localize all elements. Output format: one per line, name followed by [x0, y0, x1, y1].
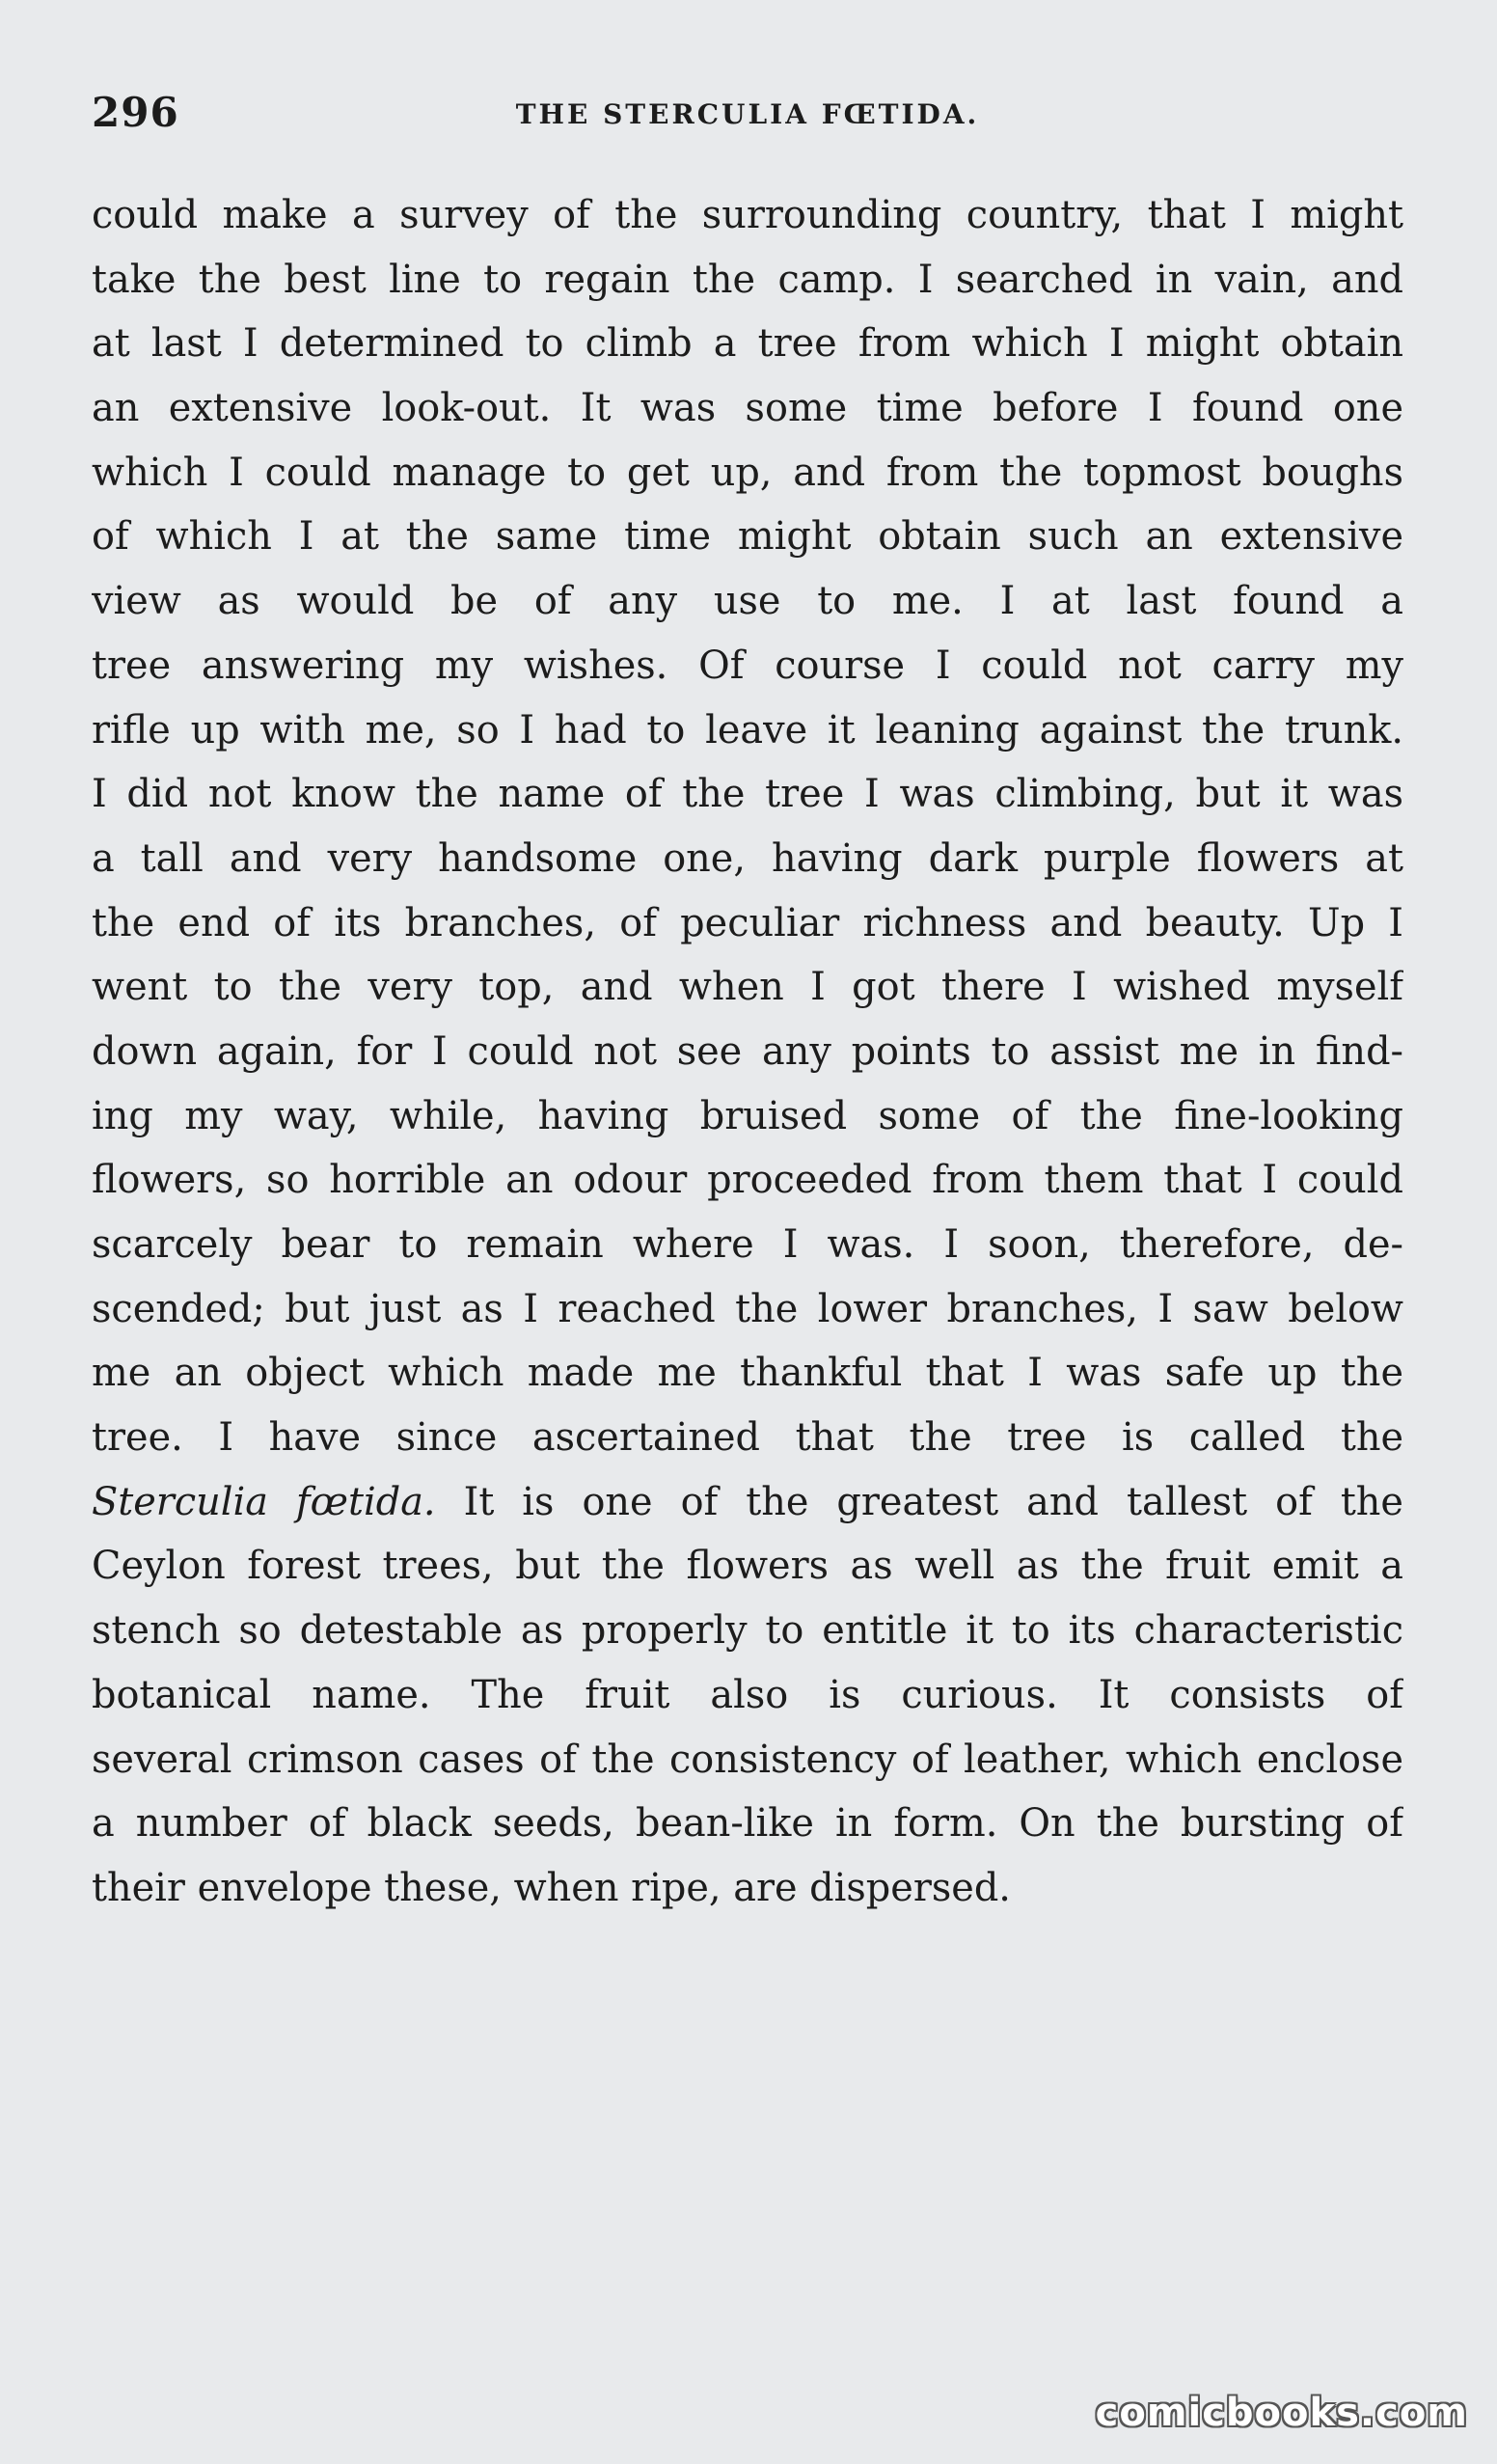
text-line: a tall and very handsome one, having dark purple flowers at — [92, 835, 1403, 881]
text-line: ing my way, while, having bruised some of the fine-looking — [92, 1093, 1403, 1138]
text-line: down again, for I could not see any points to assist me in find- — [92, 1028, 1403, 1074]
text-line: a number of black seeds, bean-like in form. On the bursting of — [92, 1801, 1403, 1847]
text-line: of which I at the same time might obtain such an extensive — [92, 514, 1403, 560]
text-line: view as would be of any use to me. I at last found a — [92, 579, 1403, 624]
text-line: I did not know the name of the tree I was climbing, but it was — [92, 772, 1403, 817]
text-line: scended; but just as I reached the lower branches, I saw below — [92, 1286, 1403, 1331]
text-line-last: their envelope these, when ripe, are dispersed. — [92, 1865, 1011, 1910]
text-line: rifle up with me, so I had to leave it leaning against the trunk. — [92, 707, 1403, 753]
running-head — [92, 89, 1403, 147]
text-line: tree. I have since ascertained that the tree is called the — [92, 1415, 1403, 1461]
text-line-with-italic — [92, 1470, 1403, 1535]
text-line: went to the very top, and when I got there I wished myself — [92, 965, 1403, 1010]
running-title: THE STERCULIA FŒTIDA. — [515, 98, 980, 130]
text-line: which I could manage to get up, and from the topmost boughs — [92, 450, 1403, 495]
text-line: take the best line to regain the camp. I searched in vain, and — [92, 257, 1403, 302]
text-line: an extensive look-out. It was some time before I found one — [92, 386, 1403, 431]
text-line: several crimson cases of the consistency of leather, which enclose — [92, 1737, 1403, 1782]
body-text — [92, 183, 1403, 1921]
text-line: at last I determined to climb a tree from which I might obtain — [92, 321, 1403, 367]
text-line: could make a survey of the surrounding country, that I might — [92, 193, 1403, 237]
text-line: stench so detestable as properly to entitle it to its characteristic — [92, 1608, 1403, 1654]
text-line-rest: It is one of the greatest and tallest of the — [463, 1479, 1403, 1524]
species-name: Sterculia fœtida. — [92, 1479, 436, 1524]
watermark: comicbooks.com — [1095, 2391, 1468, 2435]
page-number: 296 — [92, 89, 179, 136]
text-line: botanical name. The fruit also is curious. It consists of — [92, 1672, 1403, 1717]
text-line: tree answering my wishes. Of course I could not carry my — [92, 643, 1403, 688]
text-line: Ceylon forest trees, but the flowers as well as the fruit emit a — [92, 1544, 1403, 1589]
text-line: the end of its branches, of peculiar richness and beauty. Up I — [92, 900, 1403, 945]
text-line: flowers, so horrible an odour proceeded from them that I could — [92, 1158, 1403, 1203]
text-line: scarcely bear to remain where I was. I soon, therefore, de- — [92, 1222, 1403, 1267]
text-line: me an object which made me thankful that I was safe up the — [92, 1351, 1403, 1396]
